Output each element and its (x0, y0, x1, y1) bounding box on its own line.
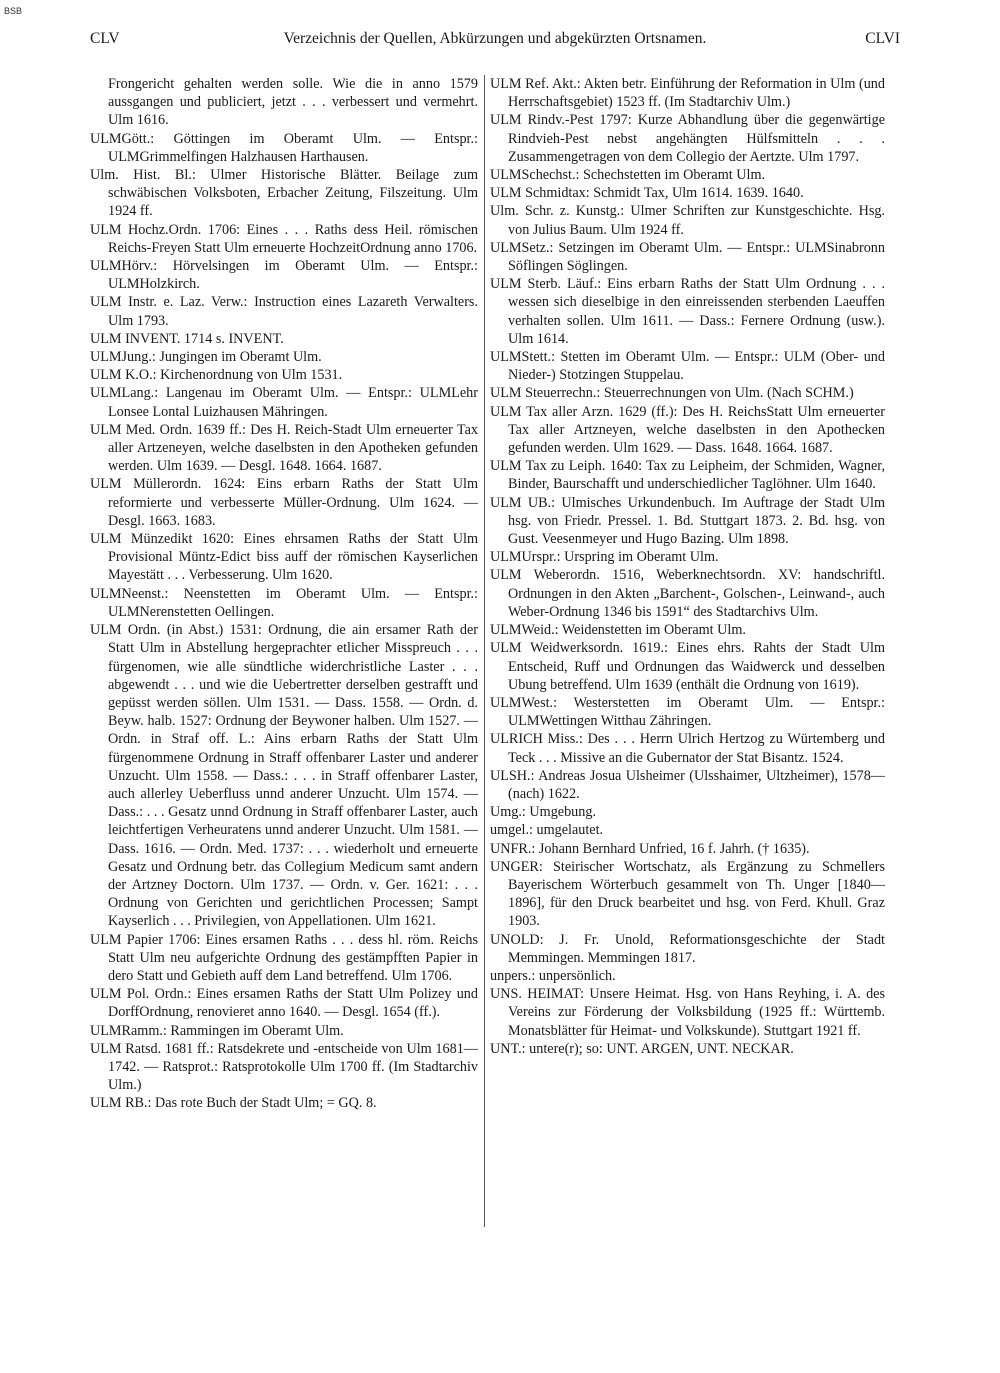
entry: ULM INVENT. 1714 s. INVENT. (90, 330, 284, 347)
entry: ULM Rindv.-Pest 1797: Kurze Abhandlung über die gegenwärtige Rindvieh-Pest nebst angehängten Hülfsmitteln . . . Zusammengetragen von dem Collegio der Aertzte. Ulm 1797. (490, 112, 885, 165)
entry: ULMStett.: Stetten im Oberamt Ulm. — Entspr.: ULM (Ober- und Nieder-) Stotzingen Stuppelau. (490, 349, 885, 384)
entry: ULM Ordn. (in Abst.) 1531: Ordnung, die ain ersamer Rath der Statt Ulm in Abstellung hergeprachter etlicher Misspreuch . . . fürgenomen, wie alle sündtliche widerchristliche Laster . . . abgewendt . . . und wie die Uebertretter derselben gestrafft und gepüsst werden söllen. Ulm 1531. — Dass. 1558. — Ordn. d. Beyw. halb. 1527: Ordnung der Beywoner halben. Ulm 1527. — Ordn. in Straf off. L.: Ains erbarn Raths der Statt Ulm fürgenommene Ordnung in Straff offenbarer Laster und anderer Unzucht. Ulm 1558. — Dass.: . . . in Straff offenbarer Laster, auch allerley Ueberfluss unnd anderer Unzucht. Ulm 1574. — Dass.: . . . Gesatz unnd Ordnung in Straff offenbarer Laster, auch leichtfertigen Verheuratens unnd anderer Unzucht. Ulm 1581. — Dass. 1616. — Ordn. Med. 1737: . . . wiederholt und erneuerte Gesatz und Ordnung betr. das Collegium Medicum samt andern der Artzney Doctorn. Ulm 1737. — Ordn. v. Ger. 1621: . . . Ordnung von Gerichten und gerichtlichen Processen; Sampt Kayserlich . . . Privilegien, von Appellationen. Ulm 1621. (90, 622, 478, 930)
entry: Umg.: Umgebung. (490, 804, 597, 821)
entry: ULMHörv.: Hörvelsingen im Oberamt Ulm. — Entspr.: ULMHolzkirch. (90, 258, 478, 293)
entry: ULM Steuerrechn.: Steuerrechnungen von Ulm. (Nach SCHM.) (490, 385, 854, 402)
page-title: Verzeichnis der Quellen, Abkürzungen und abgekürzten Ortsnamen. (283, 30, 707, 47)
entry: ULM Schmidtax: Schmidt Tax, Ulm 1614. 1639. 1640. (490, 185, 804, 202)
entry: umgel.: umgelautet. (490, 822, 604, 839)
entry: ULM Sterb. Läuf.: Eins erbarn Raths der Statt Ulm Ordnung . . . wessen sich dieselbige in den einreissenden sterbenden Laeuffen verhalten sollen. Ulm 1611. — Dass.: Fernere Ordnung (usw.). Ulm 1614. (490, 276, 885, 347)
entry: Ulm. Schr. z. Kunstg.: Ulmer Schriften zur Kunstgeschichte. Hsg. von Julius Baum. Ulm 1924 ff. (490, 203, 885, 238)
entry: ULM Ref. Akt.: Akten betr. Einführung der Reformation in Ulm (und Herrschaftsgebiet) 1523 ff. (Im Stadtarchiv Ulm.) (490, 76, 885, 111)
entry: ULM UB.: Ulmisches Urkundenbuch. Im Auftrage der Stadt Ulm hsg. von Friedr. Pressel. 1. Bd. Stuttgart 1873. 2. Bd. hsg. von Gust. Veesenmeyer und Hugo Bazing. Ulm 1898. (490, 494, 885, 548)
page-number-right: CLVI (865, 30, 900, 47)
entry: ULM Tax zu Leiph. 1640: Tax zu Leipheim, der Schmiden, Wagner, Binder, Baurschafft und underschiedlicher Taglöhner. Ulm 1640. (490, 458, 885, 493)
entry: ULM Pol. Ordn.: Eines ersamen Raths der Statt Ulm Polizey und DorffOrdnung, renovieret anno 1640. — Desgl. 1654 (ff.). (90, 986, 478, 1021)
entry: ULM Hochz.Ordn. 1706: Eines . . . Raths dess Heil. römischen Reichs-Freyen Statt Ulm erneuerte HochzeitOrdnung anno 1706. (90, 221, 478, 256)
left-column (90, 75, 478, 1113)
entry: ULM Weidwerksordn. 1619.: Eines ehrs. Rahts der Stadt Ulm Entscheid, Ruff und Ordnungen das Waidwerck und desselben Ubung betreffend. Ulm 1639 (enthält die Ordnung von 1619). (490, 640, 885, 693)
entry: ULM Ratsd. 1681 ff.: Ratsdekrete und -entscheide von Ulm 1681—1742. — Ratsprot.: Ratsprotokolle Ulm 1700 ff. (Im Stadtarchiv Ulm.) (90, 1040, 478, 1094)
entry: ULSH.: Andreas Josua Ulsheimer (Ulsshaimer, Ultzheimer), 1578—(nach) 1622. (490, 767, 885, 802)
page-number-left: CLV (90, 30, 120, 47)
entry: ULM RB.: Das rote Buch der Stadt Ulm; = GQ. 8. (90, 1095, 377, 1112)
entry: ULM Tax aller Arzn. 1629 (ff.): Des H. ReichsStatt Ulm erneuerter Tax aller Artzneyen, welche daselbsten in den Apothecken gefunden werden. Ulm 1629. — Dass. 1648. 1664. 1687. (490, 403, 885, 457)
entry: UNOLD: J. Fr. Unold, Reformationsgeschichte der Stadt Memmingen. Memmingen 1817. (490, 931, 885, 966)
right-column (490, 75, 885, 1058)
entry: ULM Instr. e. Laz. Verw.: Instruction eines Lazareth Verwalters. Ulm 1793. (90, 294, 478, 329)
entry: ULMNeenst.: Neenstetten im Oberamt Ulm. — Entspr.: ULMNerenstetten Oellingen. (90, 585, 478, 620)
entry: ULMSetz.: Setzingen im Oberamt Ulm. — Entspr.: ULMSinabronn Söflingen Söglingen. (490, 239, 885, 275)
entry: ULM Papier 1706: Eines ersamen Raths . . . dess hl. röm. Reichs Statt Ulm neu aufgerichte Ordnung des gestämpfften Papier in dero Statt und Gebieth auff dem Land betreffend. Ulm 1706. (90, 931, 478, 984)
entry: ULM Weberordn. 1516, Weberknechtsordn. XV: handschriftl. Ordnungen in den Akten „Barchent-, Golschen-, Leinwand-, auch Weber-Ordnung 1346 bis 1591“ des Stadtarchivs Ulm. (490, 567, 885, 620)
entry: ULMUrspr.: Urspring im Oberamt Ulm. (490, 549, 719, 566)
entry: ULM K.O.: Kirchenordnung von Ulm 1531. (90, 367, 343, 384)
entry: UNGER: Steirischer Wortschatz, als Ergänzung zu Schmellers Bayerischem Wörterbuch gesammelt von Th. Unger [1840—1896], für den Druck bearbeitet und hsg. von Ferd. Khull. Graz 1903. (490, 858, 885, 930)
entry: ULMJung.: Jungingen im Oberamt Ulm. (90, 349, 322, 366)
entry: ULMWeid.: Weidenstetten im Oberamt Ulm. (490, 622, 746, 639)
entry: UNS. HEIMAT: Unsere Heimat. Hsg. von Hans Reyhing, i. A. des Vereins zur Förderung der Volksbildung (1925 ff.: Württemb. Monatsblätter für Heimat- und Volkskunde). Stuttgart 1921 ff. (490, 986, 885, 1039)
entry: ULMLang.: Langenau im Oberamt Ulm. — Entspr.: ULMLehr Lonsee Lontal Luizhausen Mähringen. (90, 385, 478, 420)
entry: ULM Müllerordn. 1624: Eins erbarn Raths der Statt Ulm reformierte und verbesserte Müller-Ordnung. Ulm 1624. — Desgl. 1663. 1683. (90, 476, 478, 529)
running-header (90, 30, 900, 58)
entry: UNFR.: Johann Bernhard Unfried, 16 f. Jahrh. († 1635). (490, 840, 810, 857)
entry: UNT.: untere(r); so: UNT. ARGEN, UNT. NECKAR. (490, 1040, 794, 1057)
entry: ULMSchechst.: Schechstetten im Oberamt Ulm. (490, 167, 766, 184)
entry: Ulm. Hist. Bl.: Ulmer Historische Blätter. Beilage zum schwäbischen Volksboten, Erbacher Zeitung, Filszeitung. Ulm 1924 ff. (90, 167, 478, 220)
library-stamp: BSB (4, 6, 23, 16)
column-divider (484, 75, 485, 1227)
entry: ULM Münzedikt 1620: Eines ehrsamen Raths der Statt Ulm Provisional Müntz-Edict biss auff der römischen Kayserlichen Mayestätt . . . Verbesserung. Ulm 1620. (90, 531, 478, 584)
entry: ULMWest.: Westerstetten im Oberamt Ulm. — Entspr.: ULMWettingen Witthau Zähringen. (490, 694, 885, 730)
entry: ULMRamm.: Rammingen im Oberamt Ulm. (90, 1022, 344, 1039)
entry: ULM Med. Ordn. 1639 ff.: Des H. Reich-Stadt Ulm erneuerter Tax aller Artzeneyen, welche daselbsten in den Apotheken gefunden werden. Ulm 1639. — Desgl. 1648. 1664. 1687. (90, 421, 478, 475)
entry: unpers.: unpersönlich. (490, 967, 616, 984)
entry: ULRICH Miss.: Des . . . Herrn Ulrich Hertzog zu Würtemberg und Teck . . . Missive an die Gubernator der Stat Bisantz. 1524. (490, 731, 885, 766)
entry: ULMGött.: Göttingen im Oberamt Ulm. — Entspr.: ULMGrimmelfingen Halzhausen Harthausen. (90, 130, 478, 165)
entry: Frongericht gehalten werden solle. Wie die in anno 1579 aussgangen und publiciert, jetzt . . . verbessert und vermehrt. Ulm 1616. (108, 76, 478, 129)
